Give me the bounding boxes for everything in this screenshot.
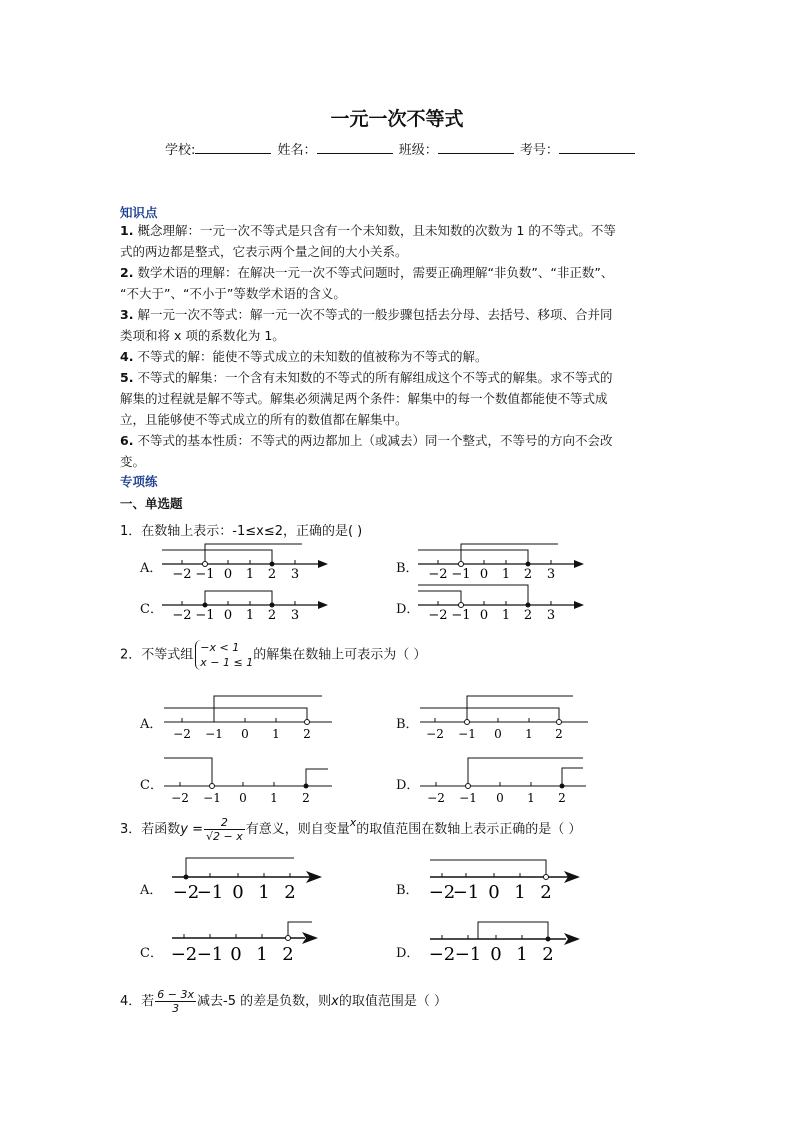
knowledge-line: 立，且能够使不等式成立的所有的数值都在解集中。 bbox=[120, 412, 408, 427]
tick-label: 0 bbox=[479, 608, 489, 623]
fraction-numerator: 6 − 3x bbox=[157, 988, 194, 1001]
q1-option-a-label[interactable]: A． bbox=[140, 561, 163, 576]
tick-label: 0 bbox=[488, 882, 500, 903]
tick-label: 3 bbox=[290, 567, 300, 582]
q3-option-d-label[interactable]: D． bbox=[396, 946, 420, 961]
q3-option-c-numberline[interactable] bbox=[170, 916, 325, 968]
q4-suffix: 的取值范围是（ ） bbox=[338, 994, 447, 1009]
tick-label: −2 bbox=[426, 727, 444, 741]
q2-option-b-label[interactable]: B． bbox=[396, 717, 419, 732]
tick-label: 2 bbox=[523, 608, 533, 623]
tick-label: 0 bbox=[223, 608, 233, 623]
tick-label: 2 bbox=[523, 567, 533, 582]
knowledge-heading: 知识点 bbox=[120, 205, 158, 220]
question-2-text bbox=[120, 640, 426, 670]
name-label: 姓名： bbox=[277, 143, 317, 158]
school-label: 学校: bbox=[165, 143, 196, 158]
tick-label: −1 bbox=[205, 727, 223, 741]
tick-label: 0 bbox=[241, 727, 249, 741]
school-blank[interactable] bbox=[195, 140, 271, 154]
q2-prefix: 2．不等式组 bbox=[120, 647, 194, 663]
tick-label: 2 bbox=[540, 882, 552, 903]
tick-label: 1 bbox=[525, 727, 533, 741]
knowledge-num: 1. bbox=[120, 223, 134, 238]
tick-label: 1 bbox=[256, 944, 268, 965]
knowledge-line: 概念理解：一元一次不等式是只含有一个未知数，且未知数的次数为 1 的不等式。不等 bbox=[137, 223, 616, 238]
knowledge-item-5 bbox=[120, 367, 680, 430]
tick-label: 3 bbox=[290, 608, 300, 623]
tick-label: −2 bbox=[172, 882, 200, 903]
knowledge-line: 不等式的基本性质：不等式的两边都加上（或减去）同一个整式，不等号的方向不会改 bbox=[137, 433, 613, 448]
knowledge-line: 不等式的解集：一个含有未知数的不等式的所有解组成这个不等式的解集。求不等式的 bbox=[137, 370, 613, 385]
practice-heading: 专项练 bbox=[120, 474, 158, 489]
page-title: 一元一次不等式 bbox=[330, 108, 464, 130]
tick-label: −2 bbox=[428, 567, 448, 582]
knowledge-line: 类项和将 x 项的系数化为 1。 bbox=[120, 328, 285, 343]
tick-label: 1 bbox=[501, 608, 511, 623]
fraction bbox=[155, 988, 196, 1015]
tick-label: −2 bbox=[428, 882, 456, 903]
q4-prefix: 4．若 bbox=[120, 994, 155, 1009]
q1-option-b-label[interactable]: B． bbox=[396, 561, 419, 576]
q1-option-a-numberline[interactable] bbox=[160, 540, 330, 582]
tick-label: −1 bbox=[196, 882, 224, 903]
fraction-numerator: 2 bbox=[204, 816, 245, 830]
tick-label: −1 bbox=[451, 567, 471, 582]
tick-label: 2 bbox=[558, 791, 566, 804]
section-heading: 一、单选题 bbox=[120, 496, 183, 511]
q1-option-c-label[interactable]: C． bbox=[140, 602, 163, 617]
knowledge-line: 变。 bbox=[120, 454, 146, 469]
question-1-text: 1．在数轴上表示：-1≤x≤2，正确的是( ) bbox=[120, 524, 363, 539]
knowledge-num: 4. bbox=[120, 349, 134, 364]
tick-label: 2 bbox=[267, 608, 277, 623]
q2-suffix: 的解集在数轴上可表示为（ ） bbox=[253, 647, 427, 663]
name-blank[interactable] bbox=[317, 140, 393, 154]
tick-label: −1 bbox=[195, 608, 215, 623]
tick-label: −2 bbox=[427, 791, 445, 804]
variable-x: x bbox=[331, 994, 339, 1009]
tick-label: 1 bbox=[527, 791, 535, 804]
tick-label: 1 bbox=[516, 944, 528, 965]
q4-mid: 减去-5 的差是负数，则 bbox=[197, 994, 332, 1009]
tick-label: 1 bbox=[245, 608, 255, 623]
class-label: 班级： bbox=[398, 143, 438, 158]
q3-option-a-label[interactable]: A． bbox=[140, 883, 163, 898]
knowledge-num: 3. bbox=[120, 307, 134, 322]
tick-label: 2 bbox=[555, 727, 563, 741]
knowledge-item-1 bbox=[120, 220, 680, 262]
tick-label: −2 bbox=[428, 944, 456, 965]
tick-label: 0 bbox=[496, 791, 504, 804]
tick-label: −1 bbox=[203, 791, 221, 804]
knowledge-item-6 bbox=[120, 430, 680, 472]
q1-option-c-numberline[interactable] bbox=[160, 581, 330, 623]
question-3-text bbox=[120, 816, 581, 843]
tick-label: 0 bbox=[490, 944, 502, 965]
tick-label: 2 bbox=[284, 882, 296, 903]
tick-label: −2 bbox=[171, 791, 189, 804]
tick-label: −1 bbox=[196, 944, 224, 965]
tick-label: 0 bbox=[223, 567, 233, 582]
tick-label: 1 bbox=[514, 882, 526, 903]
class-blank[interactable] bbox=[438, 140, 514, 154]
tick-label: 2 bbox=[282, 944, 294, 965]
q2-option-d-label[interactable]: D． bbox=[396, 778, 420, 793]
tick-label: 2 bbox=[303, 727, 311, 741]
tick-label: −1 bbox=[458, 727, 476, 741]
knowledge-line: 式的两边都是整式，它表示两个量之间的大小关系。 bbox=[120, 244, 408, 259]
number-blank[interactable] bbox=[559, 140, 635, 154]
knowledge-line: 解一元一次不等式：解一元一次不等式的一般步骤包括去分母、去括号、移项、合并同 bbox=[137, 307, 613, 322]
tick-label: 2 bbox=[267, 567, 277, 582]
number-label: 考号： bbox=[519, 143, 559, 158]
q2-option-b-numberline[interactable] bbox=[418, 690, 588, 742]
q3-option-b-label[interactable]: B． bbox=[396, 883, 419, 898]
knowledge-line: 不等式的解：能使不等式成立的未知数的值被称为不等式的解。 bbox=[137, 349, 488, 364]
tick-label: −2 bbox=[428, 608, 448, 623]
knowledge-line: 数学术语的理解：在解决一元一次不等式问题时，需要正确理解“非负数”、“非正数”、 bbox=[137, 265, 614, 280]
student-info-line bbox=[165, 139, 637, 158]
inequality-system bbox=[195, 640, 253, 670]
tick-label: −2 bbox=[170, 944, 198, 965]
tick-label: 0 bbox=[239, 791, 247, 804]
knowledge-num: 5. bbox=[120, 370, 134, 385]
tick-label: −1 bbox=[459, 791, 477, 804]
tick-label: 2 bbox=[302, 791, 310, 804]
tick-label: 3 bbox=[546, 567, 556, 582]
q3-prefix: 3．若函数 bbox=[120, 822, 181, 837]
q1-option-d-label[interactable]: D． bbox=[396, 602, 420, 617]
q1-option-b-numberline[interactable] bbox=[416, 540, 586, 582]
tick-label: −2 bbox=[172, 567, 192, 582]
tick-label: −1 bbox=[452, 882, 480, 903]
tick-label: 0 bbox=[479, 567, 489, 582]
system-line-1: −x < 1 bbox=[200, 641, 240, 654]
q2-option-c-label[interactable]: C． bbox=[140, 778, 163, 793]
tick-label: −2 bbox=[173, 727, 191, 741]
tick-label: 1 bbox=[245, 567, 255, 582]
tick-label: −2 bbox=[172, 608, 192, 623]
q3-option-d-numberline[interactable] bbox=[428, 914, 583, 966]
tick-label: 1 bbox=[270, 791, 278, 804]
q3-mid: 有意义，则自变量 bbox=[245, 822, 350, 837]
tick-label: −1 bbox=[454, 944, 482, 965]
q1-option-d-numberline[interactable] bbox=[416, 581, 586, 623]
function-y: y = bbox=[180, 822, 203, 837]
tick-label: −1 bbox=[195, 567, 215, 582]
tick-label: 3 bbox=[546, 608, 556, 623]
tick-label: 0 bbox=[230, 944, 242, 965]
tick-label: 0 bbox=[232, 882, 244, 903]
knowledge-list bbox=[120, 220, 680, 472]
tick-label: 2 bbox=[542, 944, 554, 965]
knowledge-line: “不大于”、“不小于”等数学术语的含义。 bbox=[120, 286, 346, 301]
knowledge-item-4 bbox=[120, 346, 680, 367]
tick-label: 1 bbox=[272, 727, 280, 741]
tick-label: −1 bbox=[451, 608, 471, 623]
q2-option-a-numberline[interactable] bbox=[162, 690, 332, 742]
variable-x: x bbox=[349, 816, 357, 829]
question-4-text bbox=[120, 988, 447, 1015]
q3-option-c-label[interactable]: C． bbox=[140, 946, 163, 961]
knowledge-item-2 bbox=[120, 262, 680, 304]
knowledge-num: 2. bbox=[120, 265, 134, 280]
knowledge-num: 6. bbox=[120, 433, 134, 448]
knowledge-line: 解集的过程就是解不等式。解集必须满足两个条件：解集中的每一个数值都能使不等式成 bbox=[120, 391, 608, 406]
knowledge-item-3 bbox=[120, 304, 680, 346]
tick-label: 1 bbox=[258, 882, 270, 903]
fraction-denominator: √2 − x bbox=[206, 830, 243, 843]
q3-option-b-numberline[interactable] bbox=[428, 852, 583, 904]
q2-option-c-numberline[interactable] bbox=[162, 752, 332, 804]
q3-option-a-numberline[interactable] bbox=[170, 852, 325, 904]
q2-option-d-numberline[interactable] bbox=[418, 752, 588, 804]
system-line-2: x − 1 ≤ 1 bbox=[200, 656, 254, 669]
fraction-denominator: 3 bbox=[172, 1002, 180, 1015]
tick-label: 0 bbox=[494, 727, 502, 741]
tick-label: 1 bbox=[501, 567, 511, 582]
fraction bbox=[204, 816, 245, 843]
q3-suffix: 的取值范围在数轴上表示正确的是（ ） bbox=[356, 822, 582, 837]
q2-option-a-label[interactable]: A． bbox=[140, 717, 163, 732]
